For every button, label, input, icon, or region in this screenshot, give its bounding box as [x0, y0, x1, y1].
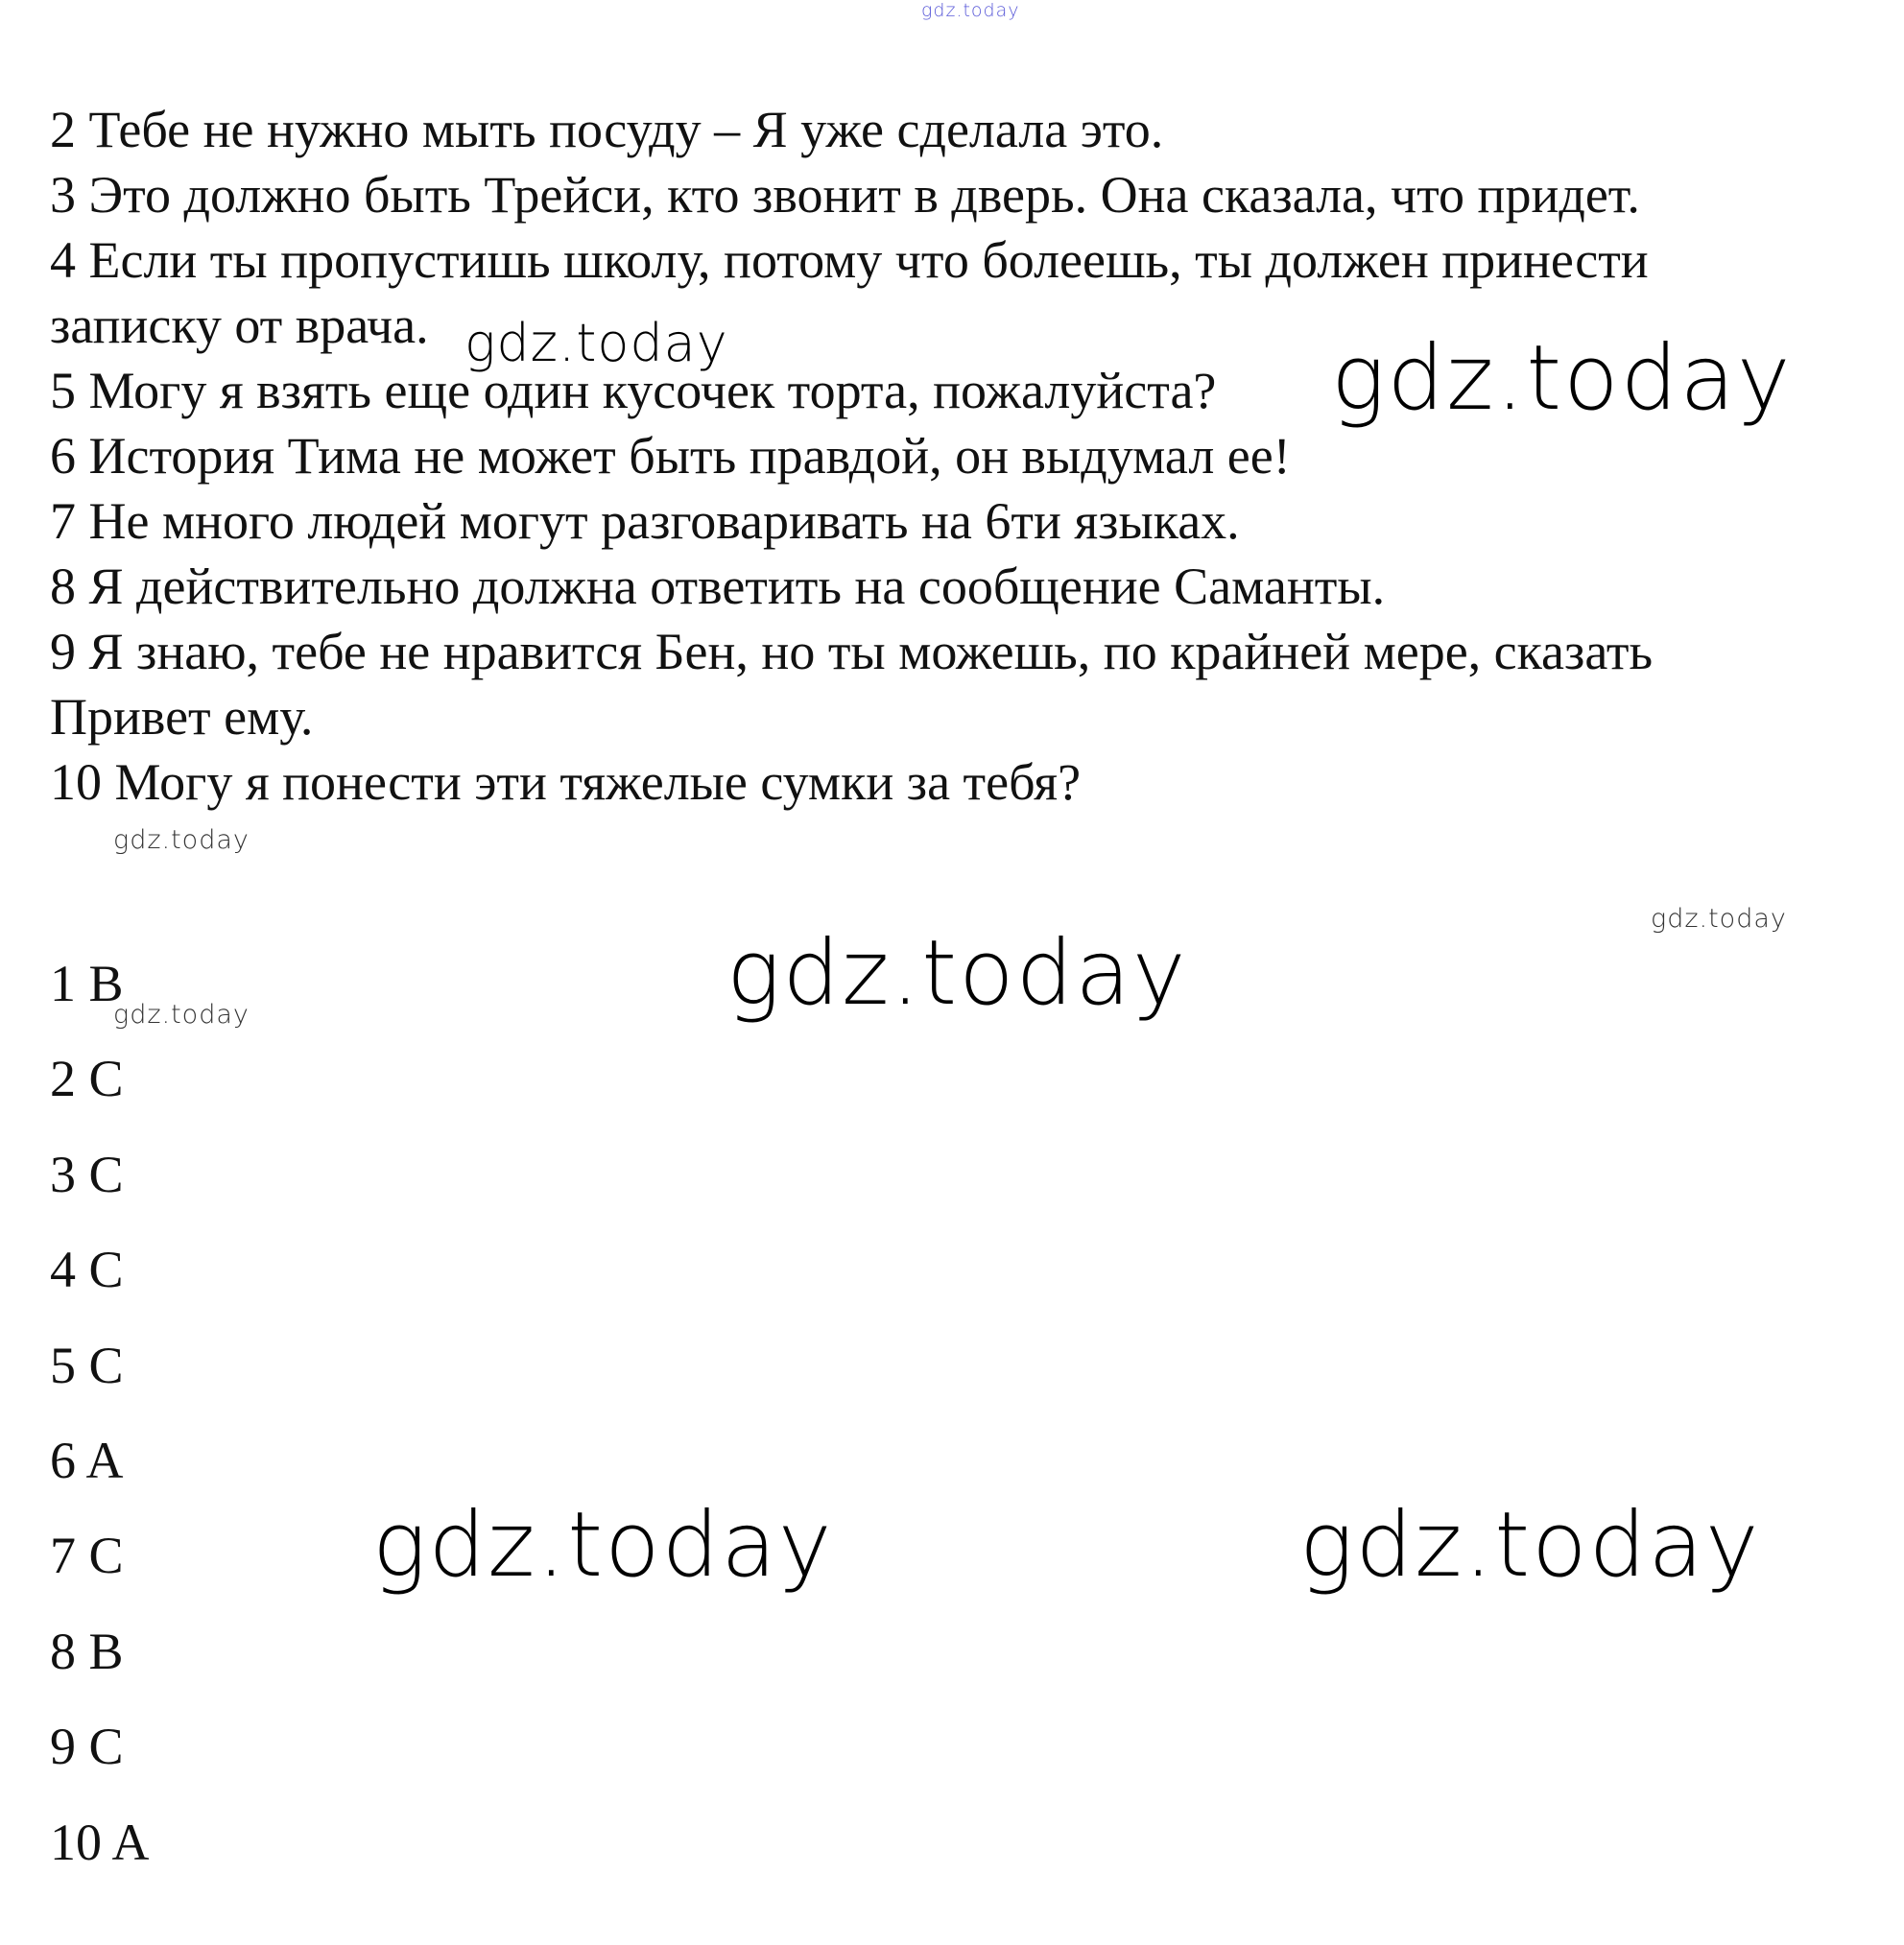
- translation-line: Привет ему.: [50, 688, 314, 746]
- answer-item: 3 C: [50, 1145, 124, 1203]
- watermark: gdz.today: [1651, 904, 1787, 934]
- watermark: gdz.today: [1331, 326, 1793, 431]
- watermark: gdz.today: [372, 1493, 834, 1598]
- answer-item: 1 B: [50, 955, 124, 1012]
- answer-item: 6 A: [50, 1432, 124, 1490]
- translation-line: 4 Если ты пропустишь школу, потому что болеешь, ты должен принести: [50, 231, 1649, 289]
- answer-item: 8 B: [50, 1622, 124, 1680]
- answer-list: [50, 937, 150, 1890]
- answer-item: 5 C: [50, 1336, 124, 1394]
- translation-line: 10 Могу я понести эти тяжелые сумки за тебя?: [50, 753, 1082, 811]
- translation-line: 9 Я знаю, тебе не нравится Бен, но ты можешь, по крайней мере, сказать: [50, 623, 1654, 680]
- answer-item: 7 C: [50, 1527, 124, 1585]
- translation-line: 6 История Тима не может быть правдой, он выдумал ее!: [50, 427, 1291, 485]
- translation-line: 7 Не много людей могут разговаривать на 6ти языках.: [50, 492, 1240, 550]
- translation-list: [50, 97, 1873, 815]
- translation-line: 8 Я действительно должна ответить на сообщение Саманты.: [50, 557, 1386, 615]
- watermark: gdz.today: [113, 1000, 250, 1030]
- answer-item: 9 C: [50, 1718, 124, 1776]
- translation-line: 2 Тебе не нужно мыть посуду – Я уже сделала это.: [50, 101, 1164, 158]
- watermark: gdz.today: [921, 0, 1020, 21]
- answer-item: 10 A: [50, 1813, 150, 1871]
- answer-item: 2 C: [50, 1050, 124, 1108]
- watermark: gdz.today: [1299, 1493, 1761, 1598]
- watermark: gdz.today: [464, 313, 728, 373]
- watermark: gdz.today: [726, 921, 1188, 1026]
- translation-line: записку от врача.: [50, 296, 429, 354]
- translation-line: 5 Могу я взять еще один кусочек торта, пожалуйста?: [50, 362, 1217, 419]
- watermark: gdz.today: [113, 825, 250, 855]
- translation-line: 3 Это должно быть Трейси, кто звонит в дверь. Она сказала, что придет.: [50, 166, 1640, 224]
- answer-item: 4 C: [50, 1241, 124, 1299]
